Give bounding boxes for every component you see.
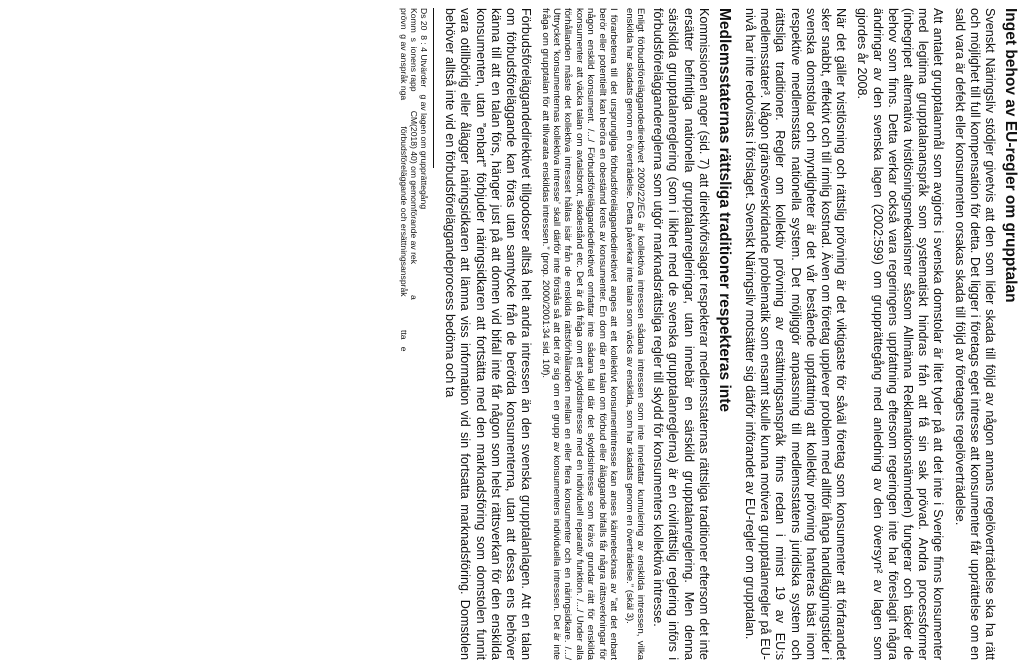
page-content [399, 8, 1020, 660]
section-heading-eu-rules: Inget behov av EU-regler om grupptalan [1002, 8, 1019, 303]
paragraph: Kommissionen anger (sid. 7) att direktivförslaget respekterar medlemsstaternas rättsliga traditioner eftersom det inte ersätter befintliga nationella grupptalanregleringar, utan innebär en särskild grupptalanreglering. Men denna särskilda grupptalanreglering (som i likhet med de svenska grupptalanreglerna) är en civilrättslig reglering införs i förbudsföreläggandereglerna som utgör marknadsrättsliga regler till skydd för konsumenters kollektiva intresse. [651, 8, 711, 660]
paragraph: Att antalet grupptalanmål som avgjorts i svenska domstolar är litet tyder på att det inte i Sverige finns konsumenter med legitima grupptalananspråk som systematiskt hindras från att få sin sak prövad. Andra processformer (inbegripet alternativa tvistlösningsmekanismer såsom Allmänna Reklamationsnämnden) fungerar och täcker de behov som finns. Detta verkar också vara regeringens uppfattning eftersom regeringen inte har föreslagit några ändringar av den svenska lagen (2002:599) om grupprättegång med anledning av den översyn² av lagen som gjordes år 2008. [855, 8, 946, 660]
section-heading-legal-traditions: Medlemsstaternas rättsliga traditioner respekteras inte [715, 8, 733, 413]
paragraph: När det gäller tvistlösning och rättslig prövning är det viktigaste för såväl företag som konsumenter att förfarandet sker snabbt, effektivt och till rimlig kostnad. Även om företag upplever problem med alltför långa handläggningstider i svenska domstolar och myndigheter är det vår bestående uppfattning att kollektiv prövning hanteras bäst inom respektive medlemsstats nationella system. Det möjliggör anpassning till medlemsstatens juridiska system och rättsliga traditioner. Regler om kollektiv prövning av ersättningsanspråk finns redan i minst 19 av EU:s medlemsstater³. Någon gränsöverskridande problematik som ensamt skulle kunna motivera grupptalanregler på EU-nivå har inte redovisats i förslaget. Svenskt Näringsliv motsätter sig därför införandet av EU-regler om grupptalan. [742, 8, 849, 660]
footnote-divider [433, 8, 434, 168]
paragraph: Svenskt Näringsliv stödjer givetvis att den som lider skada till följd av någon annans regelöverträdelse ska ha rätt och möjlighet till full kompensation för detta. Det ligger i företags eget intresse att konsumenter får upprättelse om en sald vara är defekt eller konsumenten orsakas skada till följd av företagets regelöverträdelse. [952, 8, 997, 660]
footnote-line: Ds 20 8 : 4 Utvärder g av lagen om grupprättegång [419, 8, 430, 210]
small-print-paragraph: Enligt förbudsföreläggandedirektivet 2009/22/EG är kollektiva intressen sådana intressen som inte innefattar kumulering av enskilda intressen, vilka enskilda har skadats genom en överträdelse. Detta påverkar inte talan som väcks av enskilda, som har skadats genom en överträdelse.” (skäl 3). [623, 8, 646, 660]
footnote-line: Komm s ionens rapp CM(2018) 40) om gemomförande av rek a [409, 8, 420, 300]
paragraph: Förbudsföreläggandedirektivet tillgodoser alltså helt andra intressen än den svenska grupptalanlagen. Att en talan om förbudsföreläggande kan föras utan samtycke från de berörda konsumenterna, utan att dessa ens behöver känna till att en talan förs, hänger just på att domen vid bifall inte får någon som helst rättsverkan för den enskilda konsumenten, utan ”enbart” förbjuder näringsidkaren att fortsätta med den marknadsföring som domstolen funnit vara otillbörlig eller ålägger näringsidkaren att lämna viss information vid sin fortsatta marknadsföring. Domstolen behöver alltså inte vid en förbudsföreläggandeprocess bedöma och ta [443, 8, 534, 660]
small-print-paragraph: I förarbetena till det ursprungliga förbudsföreläggandedirektivet anges att ett kollektivt konsumentintresse kan anses kännetecknas av ”att det enbart berör eller potentiellt kan beröra en obestämd krets av konsumenter. En dom där en talan om förbud eller åläggande bifalls får några rättsverkningar för någon enskild konsument. /.../ Förbudsföreläggandedirektivet omfattar inte sådana fall där det skyddsintresse som krävs grundar rätt för enskilda konsumenter att väcka talan om avtalsbrott, skadestånd etc. Det är då fråga om ett skyddsintresse med en individuell reparativ funktion. /.../ Under alla förhållanden måste det kollektiva intresset hållas isär från de enskilda rättsförhållanden mellan en eller flera konsumenter och en näringsidkare. /.../ Uttrycket ’konsumenternas kollektiva intresse’ skall därför inte förstås så att det rör sig om en grupp av konsumenters individuella intressen. Det är inte fråga om grupptalan för att tillvarata enskildas intressen.” (prop. 2000/2001:34 sid. 10f). [539, 8, 620, 660]
footnote-line: prövn g av anspråk nga förbudsföreläggande och ersättningsanspråk tta e [399, 8, 410, 352]
